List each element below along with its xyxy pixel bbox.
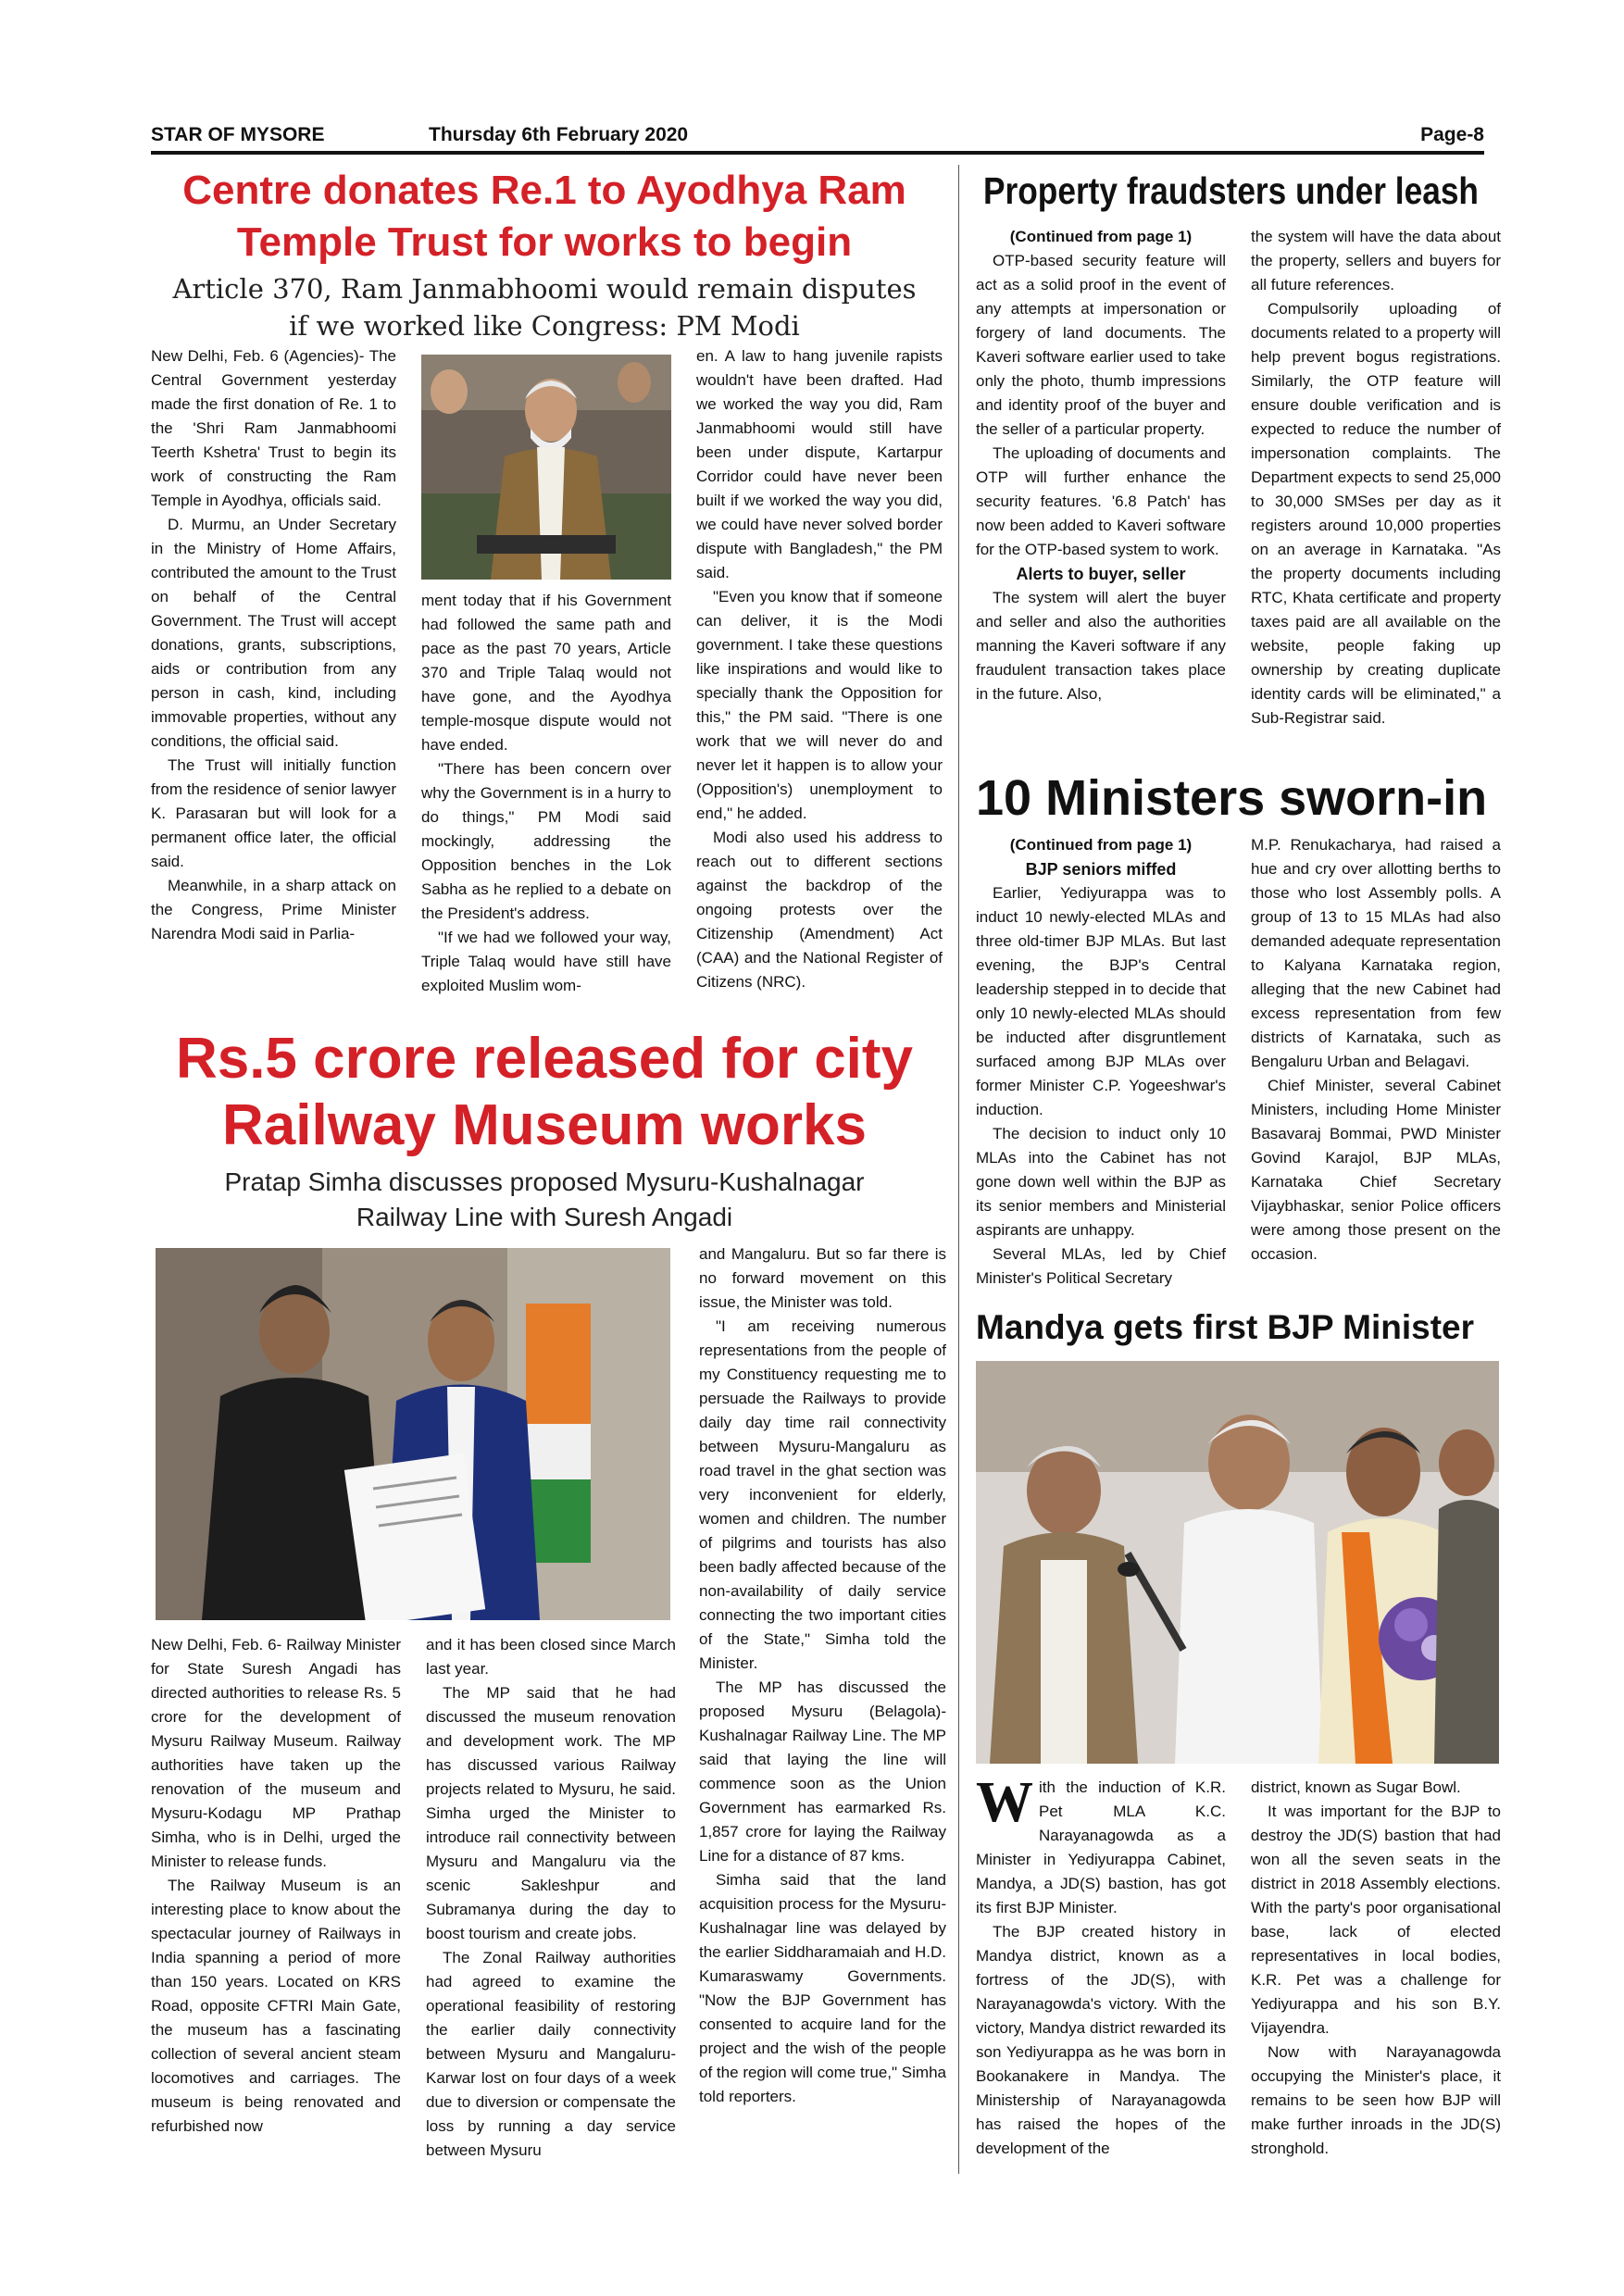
- story4-col1: [151, 1633, 401, 2139]
- story5-paragraph: Now with Narayanagowda occupying the Minister's place, it remains to be seen how BJP will make further inroads in the JD(S) stronghold.: [1251, 2043, 1501, 2157]
- story4-paragraph: and it has been closed since March last year.: [426, 1636, 676, 1678]
- modi-photo-illustration: [421, 355, 671, 580]
- story2-paragraph: Compulsorily uploading of documents related to a property will help prevent bogus registrations. Similarly, the OTP feature will ensure double verification and is expected to reduce the number of impersonation complaints. The Department expects to send 25,000 to 30,000 SMSes per day as it registers around 10,000 properties on an average in Karnataka. "As the property documents including RTC, Khata certificate and property taxes paid are all available on the website, people faking up ownership by creating duplicate identity cards will be eliminated," a Sub-Registrar said.: [1251, 300, 1501, 727]
- story2-headline: Property fraudsters under leash: [983, 169, 1479, 212]
- story4-col3: [699, 1242, 946, 2109]
- story4-paragraph: The MP said that he had discussed the museum renovation and development work. The MP has discussed various Railway projects related to Mysuru, he said. Simha urged the Minister to introduce rail connectivity between Mysuru and Mangaluru via the scenic Sakleshpur and Subramanya during the day to boost tourism and create jobs.: [426, 1684, 676, 1942]
- story1-headline-line1: Centre donates Re.1 to Ayodhya Ram: [182, 168, 906, 213]
- story3-paragraph: M.P. Renukacharya, had raised a hue and cry over allotting berths to those who lost Assembly polls. A group of 13 to 15 MLAs had also demanded adequate representation to Kalyana Karnataka region, alleging that the new Cabinet had excess representation from few districts of Karnataka, such as Bengaluru Urban and Belagavi.: [1251, 836, 1501, 1070]
- story4-paragraph: "I am receiving numerous representations from the people of my Constituency requesting me to persuade the Railways to provide daily day time rail connectivity between Mysuru-Mangaluru as road travel in the ghat section was very inconvenient for elderly, women and children. The number of pilgrims and tourists has also been badly affected because of the non-availability of daily service connecting the two important cities of the State," Simha told the Minister.: [699, 1317, 946, 1672]
- story1-paragraph: Modi also used his address to reach out to different sections against the backdrop of the ongoing protests over the Citizenship (Amendment) Act (CAA) and the National Register of Citizens (NRC).: [696, 829, 943, 991]
- story1-sub-line1: Article 370, Ram Janmabhoomi would remain disputes: [172, 273, 917, 305]
- story4-col2: [426, 1633, 676, 2163]
- story2-subhead: Alerts to buyer, seller: [1016, 565, 1186, 583]
- masthead: [151, 120, 1484, 150]
- story3-headline: 10 Ministers sworn-in: [976, 770, 1488, 826]
- story1-col3: [696, 344, 943, 994]
- issue-date: Thursday 6th February 2020: [429, 124, 689, 145]
- story3-subhead: BJP seniors miffed: [1025, 860, 1177, 879]
- story1-paragraph: D. Murmu, an Under Secretary in the Ministry of Home Affairs, contributed the amount to the Trust on behalf of the Central Government. The Trust will accept donations, grants, subscriptions, aids or contribution from any person in cash, kind, including immovable properties, without any conditions, the official said.: [151, 516, 396, 750]
- story5-col2: [1251, 1776, 1501, 2161]
- story5-first-text: ith the induction of K.R. Pet MLA K.C. Narayanagowda as a Minister in Yediyurappa Cabinet, Mandya, a JD(S) bastion, has got its first BJP Minister.: [976, 1778, 1226, 1916]
- story2-col2: [1251, 225, 1501, 730]
- story3-paragraph: Chief Minister, several Cabinet Ministers, including Home Minister Basavaraj Bommai, PWD Minister Govind Karajol, BJP MLAs, Karnataka Chief Secretary Vijaybhaskar, senior Police officers were among those present on the occasion.: [1251, 1077, 1501, 1263]
- paper-name: STAR OF MYSORE: [151, 124, 325, 145]
- story1-paragraph: New Delhi, Feb. 6 (Agencies)- The Central Government yesterday made the first donation of Re. 1 to the 'Shri Ram Janmabhoomi Teerth Kshetra' Trust to begin its work of constructing the Ram Temple in Ayodhya, officials said.: [151, 347, 396, 509]
- story1-paragraph: Meanwhile, in a sharp attack on the Congress, Prime Minister Narendra Modi said in Parlia-: [151, 877, 396, 942]
- story1-paragraph: en. A law to hang juvenile rapists wouldn't have been drafted. Had we worked the way you did, Ram Janmabhoomi would still have been under dispute, Kartarpur Corridor could have never been built if we worked the way you did, we could have never solved border dispute with Bangladesh," the PM said.: [696, 347, 943, 581]
- story1-headline-line2: Temple Trust for works to begin: [236, 219, 853, 265]
- story1-col2: [421, 589, 671, 998]
- story3-continued: (Continued from page 1): [1009, 836, 1193, 854]
- railway-minister-photo: [156, 1248, 670, 1620]
- story4-headline-line2: Railway Museum works: [221, 1093, 868, 1157]
- dropcap: W: [976, 1771, 1033, 1834]
- story1-paragraph: "Even you know that if someone can deliver, it is the Modi government. I take these questions like inspirations and would like to specially thank the Opposition for this," the PM said. "There is one work that we will never do and never let it happen is to allow your (Opposition's) unemployment to end," he added.: [696, 588, 943, 822]
- story3-paragraph: The decision to induct only 10 MLAs into the Cabinet has not gone down well within the BJP as its senior members and Ministerial aspirants are unhappy.: [976, 1125, 1226, 1239]
- story2-continued: (Continued from page 1): [1009, 228, 1193, 245]
- story1-sub-line2: if we worked like Congress: PM Modi: [289, 310, 800, 342]
- story5-paragraph: district, known as Sugar Bowl.: [1251, 1778, 1461, 1796]
- story1-paragraph: "If we had we followed your way, Triple Talaq would have still have exploited Muslim wom-: [421, 929, 671, 994]
- story4-paragraph: The Zonal Railway authorities had agreed to examine the operational feasibility of restoring the earlier daily connectivity between Mysuru and Mangaluru-Karwar lost on four days of a week due to diversion or compensate the loss by running a day service between Mysuru: [426, 1949, 676, 2159]
- story4-sub-line1: Pratap Simha discusses proposed Mysuru-Kushalnagar: [224, 1167, 865, 1196]
- story5-col1: [976, 1771, 1226, 2161]
- mandya-swearing-in-photo: [976, 1361, 1499, 1764]
- story4-paragraph: Simha said that the land acquisition process for the Mysuru-Kushalnagar line was delayed by the earlier Siddharamaiah and H.D. Kumaraswamy Governments. "Now the BJP Government has consented to acquire land for the project and the wish of the people of the region will come true," Simha told reporters.: [699, 1871, 946, 2105]
- story4-paragraph: and Mangaluru. But so far there is no forward movement on this issue, the Minister was told.: [699, 1245, 946, 1311]
- story1-subheadline: [151, 270, 938, 344]
- story4-sub-line2: Railway Line with Suresh Angadi: [356, 1203, 733, 1231]
- masthead-rule: [151, 151, 1484, 155]
- story4-subheadline: [151, 1165, 938, 1235]
- divider-vertical: [958, 165, 959, 2174]
- story5-paragraph: The BJP created history in Mandya district, known as a fortress of the JD(S), with Narayanagowda's victory. With the victory, Mandya district rewarded its son Yediyurappa as he was born in Bookanakere in Mandya. The Ministership of Narayanagowda has raised the hopes of the development of the: [976, 1923, 1226, 2157]
- story4-headline-line1: Rs.5 crore released for city: [175, 1027, 914, 1091]
- modi-photo: [421, 355, 671, 580]
- story1-paragraph: "There has been concern over why the Government is in a hurry to do things," PM Modi said mockingly, addressing the Opposition benches in the Lok Sabha as he replied to a debate on the President's address.: [421, 760, 671, 922]
- story5-paragraph: It was important for the BJP to destroy the JD(S) bastion that had won all the seven seats in the district in 2018 Assembly elections. With the party's poor organisational base, lack of elected representatives in local bodies, K.R. Pet was a challenge for Yediyurappa and his son B.Y. Vijayendra.: [1251, 1803, 1501, 2037]
- story4-paragraph: The Railway Museum is an interesting place to know about the spectacular journey of Railways in India spanning a period of more than 150 years. Located on KRS Road, opposite CFTRI Main Gate, the museum has a fascinating collection of several ancient steam locomotives and carriages. The museum is being renovated and refurbished now: [151, 1877, 401, 2135]
- mandya-photo-illustration: [976, 1361, 1499, 1764]
- story2-col1: [976, 225, 1226, 706]
- story2-paragraph: OTP-based security feature will act as a solid proof in the event of any attempts at impersonation or forgery of land documents. The Kaveri software earlier used to take only the photo, thumb impressions and identity proof of the buyer and the seller of a particular property.: [976, 252, 1226, 438]
- story1-paragraph: ment today that if his Government had followed the same path and pace as the past 70 years, Article 370 and Triple Talaq would not have gone, and the Ayodhya temple-mosque dispute would not have ended.: [421, 592, 671, 754]
- story2-paragraph: The uploading of documents and OTP will further enhance the security features. '6.8 Patch' has now been added to Kaveri software for the OTP-based system to work.: [976, 444, 1226, 558]
- story4-paragraph: New Delhi, Feb. 6- Railway Minister for State Suresh Angadi has directed authorities to release Rs. 5 crore for the development of Mysuru Railway Museum. Railway authorities have taken up the renovation of the museum and Mysuru-Kodagu MP Prathap Simha, who is in Delhi, urged the Minister to release funds.: [151, 1636, 401, 1870]
- story1-paragraph: The Trust will initially function from the residence of senior lawyer K. Parasaran but will look for a permanent office later, the official said.: [151, 756, 396, 870]
- page-number: Page-8: [1420, 124, 1484, 145]
- story2-paragraph: the system will have the data about the property, sellers and buyers for all future references.: [1251, 228, 1501, 293]
- railway-photo-illustration: [156, 1248, 670, 1620]
- story5-headline: Mandya gets first BJP Minister: [976, 1308, 1475, 1346]
- story1-col1: [151, 344, 396, 946]
- story3-paragraph: Several MLAs, led by Chief Minister's Political Secretary: [976, 1245, 1226, 1287]
- story1-headline: [151, 165, 938, 268]
- story5-first-paragraph: [976, 1771, 1226, 1920]
- story2-paragraph: The system will alert the buyer and seller and also the authorities manning the Kaveri software if any fraudulent transaction takes place in the future. Also,: [976, 589, 1226, 703]
- story3-col1: [976, 833, 1226, 1291]
- story3-paragraph: Earlier, Yediyurappa was to induct 10 newly-elected MLAs and three old-timer BJP MLAs. But last evening, the BJP's Central leadership stepped in to decide that only 10 newly-elected MLAs should be inducted after disgruntlement surfaced among BJP MLAs over former Minister C.P. Yogeeshwar's induction.: [976, 884, 1226, 1118]
- story4-paragraph: The MP has discussed the proposed Mysuru (Belagola)-Kushalnagar Railway Line. The MP said that laying the line will commence soon as the Union Government has earmarked Rs. 1,857 crore for laying the Railway Line for a distance of 87 kms.: [699, 1678, 946, 1865]
- story3-col2: [1251, 833, 1501, 1267]
- story4-headline: [151, 1026, 938, 1159]
